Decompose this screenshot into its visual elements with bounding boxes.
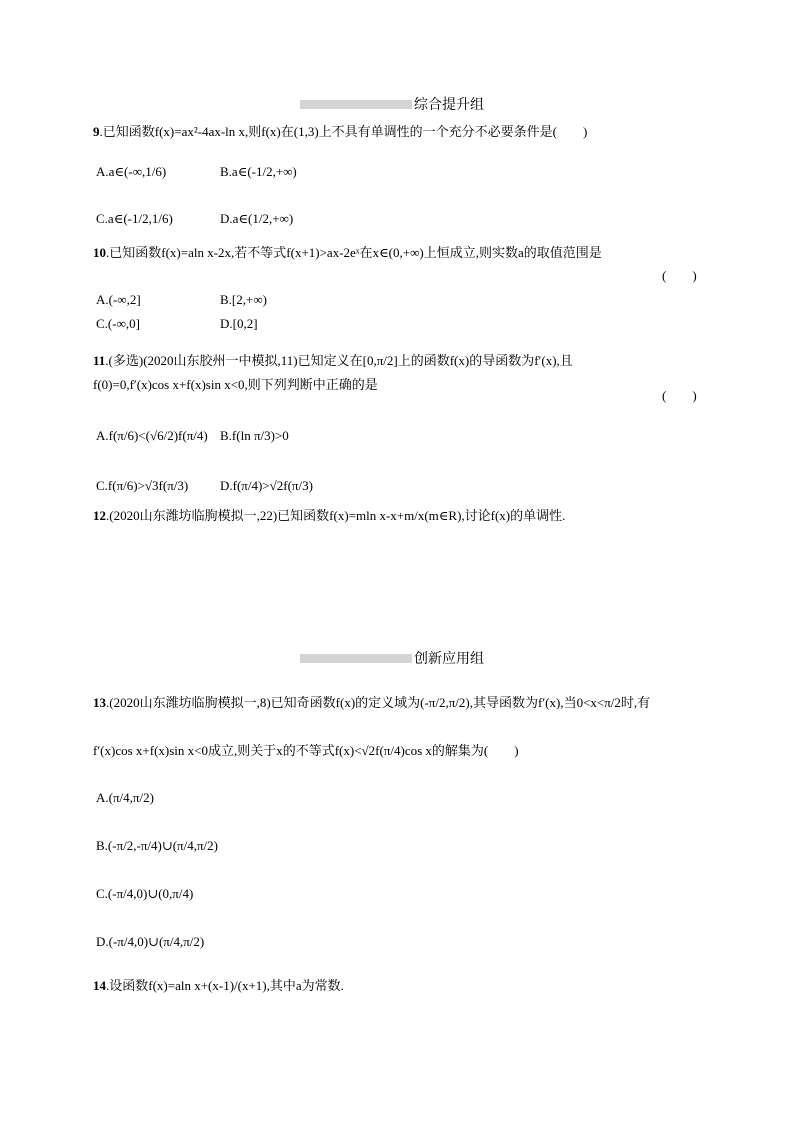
section-title: 综合提升组: [414, 97, 484, 113]
option-b: B.(-π/2,-π/4)∪(π/4,π/2): [96, 838, 218, 853]
option-a: A.a∈(-∞,1/6): [96, 164, 167, 179]
question-number: 14: [93, 978, 106, 993]
question-text: .(2020山东潍坊临朐模拟一,8)已知奇函数f(x)的定义域为(-π/2,π/2),其导函数为f′(x),当0<x<π/2时,有: [106, 695, 651, 710]
answer-paren: ( ): [662, 268, 697, 283]
option-d: D.a∈(1/2,+∞): [220, 211, 294, 226]
option-c: C.f(π/6)>√3f(π/3): [96, 478, 189, 493]
question-12: [93, 508, 565, 524]
option-c: C.(-π/4,0)∪(0,π/4): [96, 886, 194, 901]
question-number: 10: [93, 245, 106, 260]
question-10: [93, 245, 602, 261]
question-number: 11: [93, 353, 106, 368]
section-bar: [300, 100, 412, 109]
section-title: 创新应用组: [414, 651, 484, 667]
option-a: A.(-∞,2]: [96, 292, 141, 307]
question-9: [93, 124, 587, 140]
question-13: [93, 695, 650, 711]
question-text: .(多选)(2020山东胶州一中模拟,11)已知定义在[0,π/2]上的函数f(x)的导函数为f′(x),且: [105, 353, 573, 368]
option-c: C.a∈(-1/2,1/6): [96, 211, 173, 226]
option-b: B.[2,+∞): [220, 292, 267, 307]
question-text: .已知函数f(x)=aln x-2x,若不等式f(x+1)>ax-2eˣ在x∈(0,+∞)上恒成立,则实数a的取值范围是: [106, 245, 602, 260]
question-number: 12: [93, 508, 106, 523]
question-14: [93, 978, 344, 994]
option-c: C.(-∞,0]: [96, 316, 140, 331]
option-d: D.(-π/4,0)∪(π/4,π/2): [96, 934, 205, 949]
answer-paren: ( ): [662, 388, 697, 403]
option-d: D.[0,2]: [220, 316, 258, 331]
question-text: .已知函数f(x)=ax²-4ax-ln x,则f(x)在(1,3)上不具有单调性的一个充分不必要条件是( ): [99, 124, 588, 139]
section-bar: [300, 654, 412, 663]
question-number: 13: [93, 695, 106, 710]
question-text: .设函数f(x)=aln x+(x-1)/(x+1),其中a为常数.: [106, 978, 344, 993]
question-number: 9: [93, 124, 100, 139]
question-text-line2: f(0)=0,f′(x)cos x+f(x)sin x<0,则下列判断中正确的是: [93, 377, 378, 392]
option-a: A.f(π/6)<(√6/2)f(π/4): [96, 428, 208, 443]
option-b: B.f(ln π/3)>0: [220, 428, 289, 443]
option-a: A.(π/4,π/2): [96, 790, 154, 805]
question-11: [93, 353, 573, 369]
question-text-line2: f′(x)cos x+f(x)sin x<0成立,则关于x的不等式f(x)<√2f(π/4)cos x的解集为( ): [93, 743, 519, 758]
option-b: B.a∈(-1/2,+∞): [220, 164, 297, 179]
question-text: .(2020山东潍坊临朐模拟一,22)已知函数f(x)=mln x-x+m/x(m∈R),讨论f(x)的单调性.: [106, 508, 566, 523]
option-d: D.f(π/4)>√2f(π/3): [220, 478, 313, 493]
